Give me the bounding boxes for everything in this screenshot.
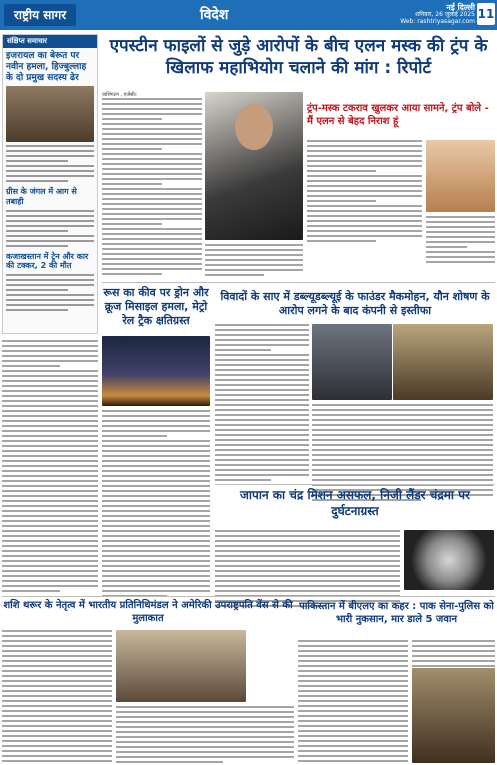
mcmahon-photo-1: [312, 324, 392, 400]
dateline-city: नई दिल्ली: [446, 3, 475, 12]
brief-subhead-2: कजाखस्तान में ट्रेन और कार की टक्कर, 2 की मौत: [6, 251, 89, 271]
moon-photo: [404, 530, 494, 590]
dateline-block: [400, 3, 475, 26]
pakistan-bla-headline: पाकिस्तान में बीएलए का कहर : पाक सेना-पुलिस को भारी नुकसान, मार डाले 5 जवान: [299, 601, 494, 625]
wwe-body-col-1: [215, 324, 309, 484]
brief-body-text-3: [6, 274, 94, 311]
left-lower-body: [2, 340, 98, 595]
delegation-photo: [116, 630, 246, 702]
trump-musk-headline: ट्रंप-मस्क टकराव खुलकर आया सामने, ट्रंप बोले - मैं एलन से बेहद निराश हूं: [307, 103, 489, 127]
brief-news-column: [2, 34, 98, 334]
brief-news-photo: [6, 86, 94, 142]
pakistan-protest-photo: [412, 668, 495, 763]
tharoor-vance-headline: शशि थरूर के नेतृत्व में भारतीय प्रतिनिधिमंडल ने अमेरिकी उपराष्ट्रपति वेंस से की मुलाकात: [3, 600, 293, 624]
japan-body: [215, 530, 400, 610]
brief-news-tag: संक्षिप्त समाचार: [3, 35, 97, 48]
mcmahon-photo-2: [393, 324, 493, 400]
masthead-bar: [0, 0, 497, 30]
page-number: 11: [477, 3, 495, 25]
newspaper-brand: राष्ट्रीय सागर: [4, 4, 76, 26]
tharoor-body-col-1: [2, 630, 112, 765]
lead-body-col-1: [102, 92, 202, 278]
lead-body-col-2: [205, 244, 303, 279]
brief-body-text-2: [6, 210, 94, 247]
lead-byline: वाशिंगटन , एजेंसी।: [102, 92, 137, 98]
trump-body-col-2: [426, 216, 495, 266]
divider-3: [2, 596, 495, 597]
divider-2: [215, 484, 495, 485]
pakistan-body: [298, 640, 408, 765]
brief-headline: इजरायल का बेरूत पर नवीन हमला, हिज्बुल्लाह के दो प्रमुख सदस्य ढेर: [6, 51, 87, 83]
tharoor-body-col-2: [116, 706, 294, 765]
brief-subhead-1: ग्रीस के जंगल में आग से तबाही: [6, 187, 77, 206]
lead-headline: एपस्टीन फाइलों से जुड़े आरोपों के बीच एलन मस्क की ट्रंप के खिलाफ महाभियोग चलाने की मांग : रिपोर्ट: [109, 36, 488, 79]
brief-body-text: [6, 145, 94, 182]
elon-musk-photo: [205, 92, 303, 240]
dateline-date: शनिवार, 26 जुलाई 2025: [415, 11, 475, 19]
mcmahon-headline: विवादों के साए में डब्ल्यूडब्ल्यूई के फाउंडर मैकमोहन, यौन शोषण के आरोप लगने के बाद कंपनी से इस्तीफा: [220, 290, 490, 317]
drone-attack-headline: रूस का कीव पर ड्रोन और क्रूज मिसाइल हमला, मेट्रो रेल ट्रैक क्षतिग्रस्त: [103, 286, 209, 327]
kyiv-night-photo: [102, 336, 210, 406]
trump-body-col: [307, 140, 422, 245]
drone-body: [102, 410, 210, 600]
trump-photo: [426, 140, 495, 212]
section-title: विदेश: [200, 7, 229, 23]
website: Web: rashtriyasagar.com: [400, 18, 475, 26]
japan-moon-headline: जापान का चंद्र मिशन असफल, निजी लैंडर चंद्रमा पर दुर्घटनाग्रस्त: [240, 488, 470, 518]
divider: [102, 282, 495, 283]
